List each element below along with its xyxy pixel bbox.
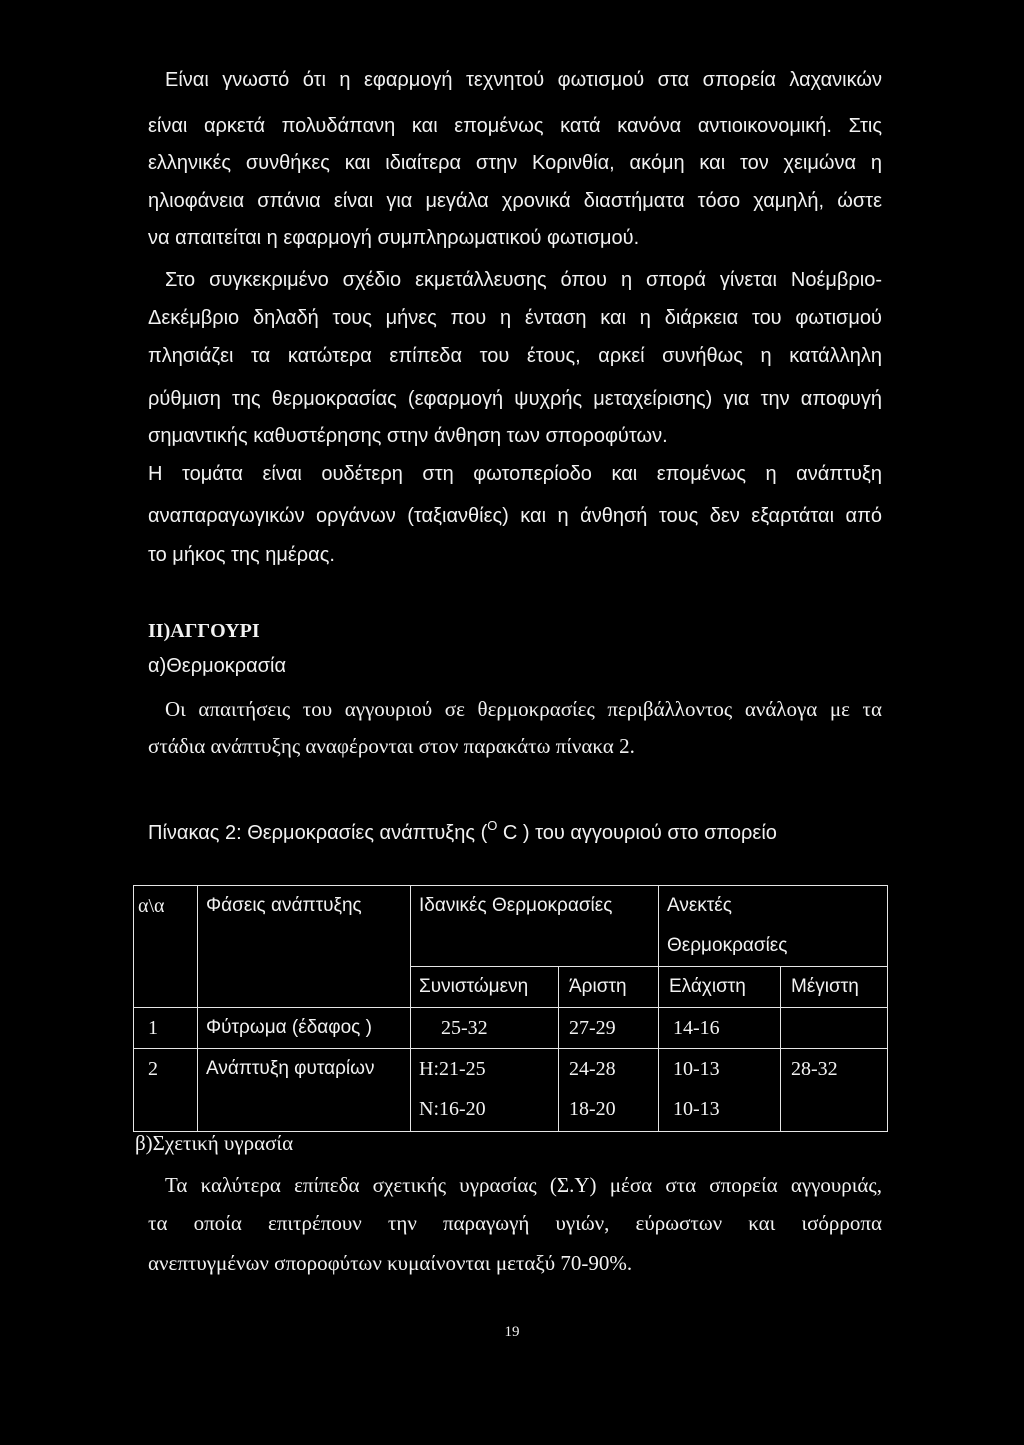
row-2-index: 2 bbox=[134, 1049, 198, 1132]
table-caption bbox=[148, 814, 882, 845]
paragraph-2-line-4: ρύθμιση της θερμοκρασίας (εφαρμογή ψυχρής μεταχείρισης) για την αποφυγή bbox=[148, 388, 882, 410]
table-header-row bbox=[134, 886, 888, 967]
table-row bbox=[134, 1008, 888, 1049]
paragraph-5-line-2: τα οποία επιτρέπουν την παραγωγή υγιών, εύρωστων και ισόρροπα bbox=[148, 1211, 882, 1235]
header-optimal: Άριστη bbox=[559, 967, 659, 1008]
header-recommended: Συνιστώμενη bbox=[411, 967, 559, 1008]
row-1-index: 1 bbox=[134, 1008, 198, 1049]
paragraph-1-line-4: ηλιοφάνεια σπάνια είναι για μεγάλα χρονικά διαστήματα τόσο χαμηλή, ώστε bbox=[148, 190, 882, 212]
paragraph-2-line-2: Δεκέμβριο δηλαδή τους μήνες που η ένταση και η διάρκεια του φωτισμού bbox=[148, 307, 882, 329]
row-2-optimal-night: 18-20 bbox=[569, 1098, 616, 1120]
paragraph-2-line-3: πλησιάζει τα κατώτερα επίπεδα του έτους, αρκεί συνήθως η κατάλληλη bbox=[148, 345, 882, 367]
table-row bbox=[134, 1049, 888, 1132]
section-heading: II)ΑΓΓΟΥΡΙ bbox=[148, 620, 260, 642]
paragraph-5-line-3: ανεπτυγμένων σποροφύτων κυμαίνονται μεταξύ 70-90%. bbox=[148, 1251, 633, 1275]
row-2-recommended-night: Ν:16-20 bbox=[419, 1098, 486, 1120]
paragraph-2-line-5: σημαντικής καθυστέρησης στην άνθηση των σποροφύτων. bbox=[148, 425, 668, 447]
page-number: 19 bbox=[504, 1324, 520, 1340]
row-1-phase: Φύτρωμα (έδαφος ) bbox=[198, 1008, 411, 1049]
table-caption-text-end: C ) του αγγουριού στο σπορείο bbox=[497, 822, 777, 844]
row-2-minimum bbox=[659, 1049, 781, 1132]
header-maximum: Μέγιστη bbox=[781, 967, 888, 1008]
row-1-recommended: 25-32 bbox=[411, 1008, 559, 1049]
row-1-maximum bbox=[781, 1008, 888, 1049]
table-caption-text: Πίνακας 2: Θερμοκρασίες ανάπτυξης ( bbox=[148, 822, 488, 844]
row-2-maximum-day: 28-32 bbox=[791, 1058, 838, 1080]
row-2-recommended bbox=[411, 1049, 559, 1132]
header-tolerable-temperatures bbox=[659, 886, 888, 967]
paragraph-3-line-1: Η τομάτα είναι ουδέτερη στη φωτοπερίοδο και επομένως η ανάπτυξη bbox=[148, 463, 882, 485]
paragraph-1-line-1: Είναι γνωστό ότι η εφαρμογή τεχνητού φωτισμού στα σπορεία λαχανικών bbox=[165, 69, 882, 91]
header-minimum: Ελάχιστη bbox=[659, 967, 781, 1008]
paragraph-4-line-1: Οι απαιτήσεις του αγγουριού σε θερμοκρασίες περιβάλλοντος ανάλογα με τα bbox=[165, 697, 882, 721]
paragraph-1-line-2: είναι αρκετά πολυδάπανη και επομένως κατά κανόνα αντιοικονομική. Στις bbox=[148, 115, 882, 137]
header-index: α\α bbox=[134, 886, 198, 1008]
paragraph-3-line-2: αναπαραγωγικών οργάνων (ταξιανθίες) και η άνθησή τους δεν εξαρτάται από bbox=[148, 505, 882, 527]
paragraph-2-line-1: Στο συγκεκριμένο σχέδιο εκμετάλλευσης όπου η σπορά γίνεται Νοέμβριο- bbox=[165, 269, 882, 291]
paragraph-4-line-2: στάδια ανάπτυξης αναφέρονται στον παρακάτω πίνακα 2. bbox=[148, 734, 635, 758]
row-2-optimal bbox=[559, 1049, 659, 1132]
temperature-table bbox=[133, 885, 888, 1132]
header-phase: Φάσεις ανάπτυξης bbox=[198, 886, 411, 1008]
paragraph-3-line-3: το μήκος της ημέρας. bbox=[148, 544, 335, 566]
table-caption-degree-superscript: O bbox=[487, 818, 498, 833]
row-2-minimum-day: 10-13 bbox=[673, 1058, 720, 1080]
row-2-maximum bbox=[781, 1049, 888, 1132]
row-2-optimal-day: 24-28 bbox=[569, 1058, 616, 1080]
row-2-recommended-day: Η:21-25 bbox=[419, 1058, 486, 1080]
header-tolerable-line-1: Ανεκτές bbox=[667, 895, 732, 916]
row-1-minimum: 14-16 bbox=[659, 1008, 781, 1049]
subsection-humidity-heading: β)Σχετική υγρασία bbox=[135, 1131, 294, 1155]
paragraph-1-line-5: να απαιτείται η εφαρμογή συμπληρωματικού φωτισμού. bbox=[148, 227, 640, 249]
subsection-temperature-heading: α)Θερμοκρασία bbox=[148, 655, 287, 677]
header-ideal-temperatures: Ιδανικές Θερμοκρασίες bbox=[411, 886, 659, 967]
row-2-minimum-night: 10-13 bbox=[673, 1098, 720, 1120]
paragraph-1-line-3: ελληνικές συνθήκες και ιδιαίτερα στην Κορινθία, ακόμη και τον χειμώνα η bbox=[148, 152, 882, 174]
header-tolerable-line-2: Θερμοκρασίες bbox=[667, 935, 788, 956]
row-2-phase: Ανάπτυξη φυταρίων bbox=[198, 1049, 411, 1132]
paragraph-5-line-1: Τα καλύτερα επίπεδα σχετικής υγρασίας (Σ.Υ) μέσα στα σπορεία αγγουριάς, bbox=[165, 1173, 882, 1197]
row-1-optimal: 27-29 bbox=[559, 1008, 659, 1049]
